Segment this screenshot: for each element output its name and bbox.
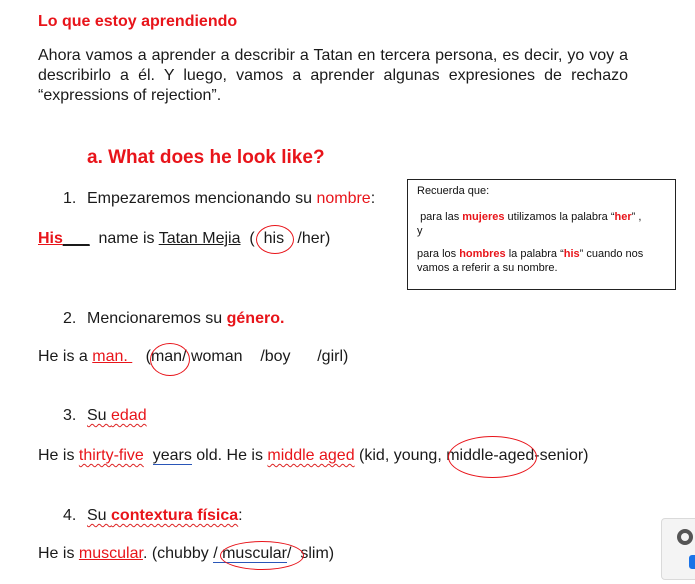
item-2-number: 2.: [63, 310, 77, 327]
intro-line-2: describirlo a él. Y luego, vamos a aprender algunas expresiones de rechazo: [38, 67, 628, 84]
item-1-answer: His: [38, 230, 63, 247]
item-3-answer-age: middle aged: [267, 447, 355, 464]
item-4-option-muscular: muscular: [222, 545, 287, 562]
note-line-y: y: [417, 225, 423, 237]
item-1-name: Tatan Mejia: [158, 230, 241, 247]
item-1-sentence: His___ name is Tatan Mejia ( his /her): [38, 230, 331, 247]
item-3-prompt: Su edad: [87, 407, 147, 424]
item-3-number: 3.: [63, 407, 77, 424]
item-3-answer-years: years: [152, 447, 192, 464]
item-3-option-middle-aged: middle-aged: [446, 447, 535, 464]
item-2-option-man: man: [150, 348, 183, 365]
item-3-circle-mark: [448, 436, 537, 478]
item-4-circle-mark: [220, 541, 304, 570]
item-1-prompt: Empezaremos mencionando su nombre:: [87, 190, 376, 207]
item-2-sentence: He is a man. (man/ woman /boy /girl): [38, 348, 349, 365]
note-title: Recuerda que:: [417, 185, 490, 197]
extension-icon[interactable]: [662, 519, 695, 579]
note-line-men: para los hombres la palabra “his” cuando nos: [417, 248, 644, 260]
note-line-women: para las mujeres utilizamos la palabra “her” ,: [420, 211, 642, 223]
item-1-number: 1.: [63, 190, 77, 207]
item-4-prompt: Su contextura física:: [87, 507, 243, 524]
item-2-circle-mark: [150, 343, 190, 376]
page-title: Lo que estoy aprendiendo: [38, 13, 238, 30]
item-3-sentence: He is thirty-five years old. He is middle aged (kid, young, middle-aged-senior): [38, 447, 589, 464]
intro-line-3: “expressions of rejection”.: [38, 87, 222, 104]
note-line-men-cont: vamos a referir a su nombre.: [417, 262, 558, 274]
intro-paragraph: [38, 46, 628, 106]
item-2-answer: man.: [92, 348, 133, 365]
item-3-answer-number: thirty-five: [78, 447, 144, 464]
extension-widget[interactable]: [661, 518, 695, 580]
item-1-option-his: his: [263, 230, 285, 247]
item-4-answer: muscular: [78, 545, 143, 562]
section-heading: a. What does he look like?: [87, 147, 325, 168]
item-1-circle-mark: [256, 225, 294, 254]
item-4-sentence: He is muscular. (chubby / muscular/ slim): [38, 545, 335, 562]
reminder-note-box: [407, 179, 676, 290]
item-4-number: 4.: [63, 507, 77, 524]
item-2-prompt: Mencionaremos su género.: [87, 310, 285, 327]
intro-line-1: Ahora vamos a aprender a describir a Tatan en tercera persona, es decir, yo voy a: [38, 47, 628, 64]
